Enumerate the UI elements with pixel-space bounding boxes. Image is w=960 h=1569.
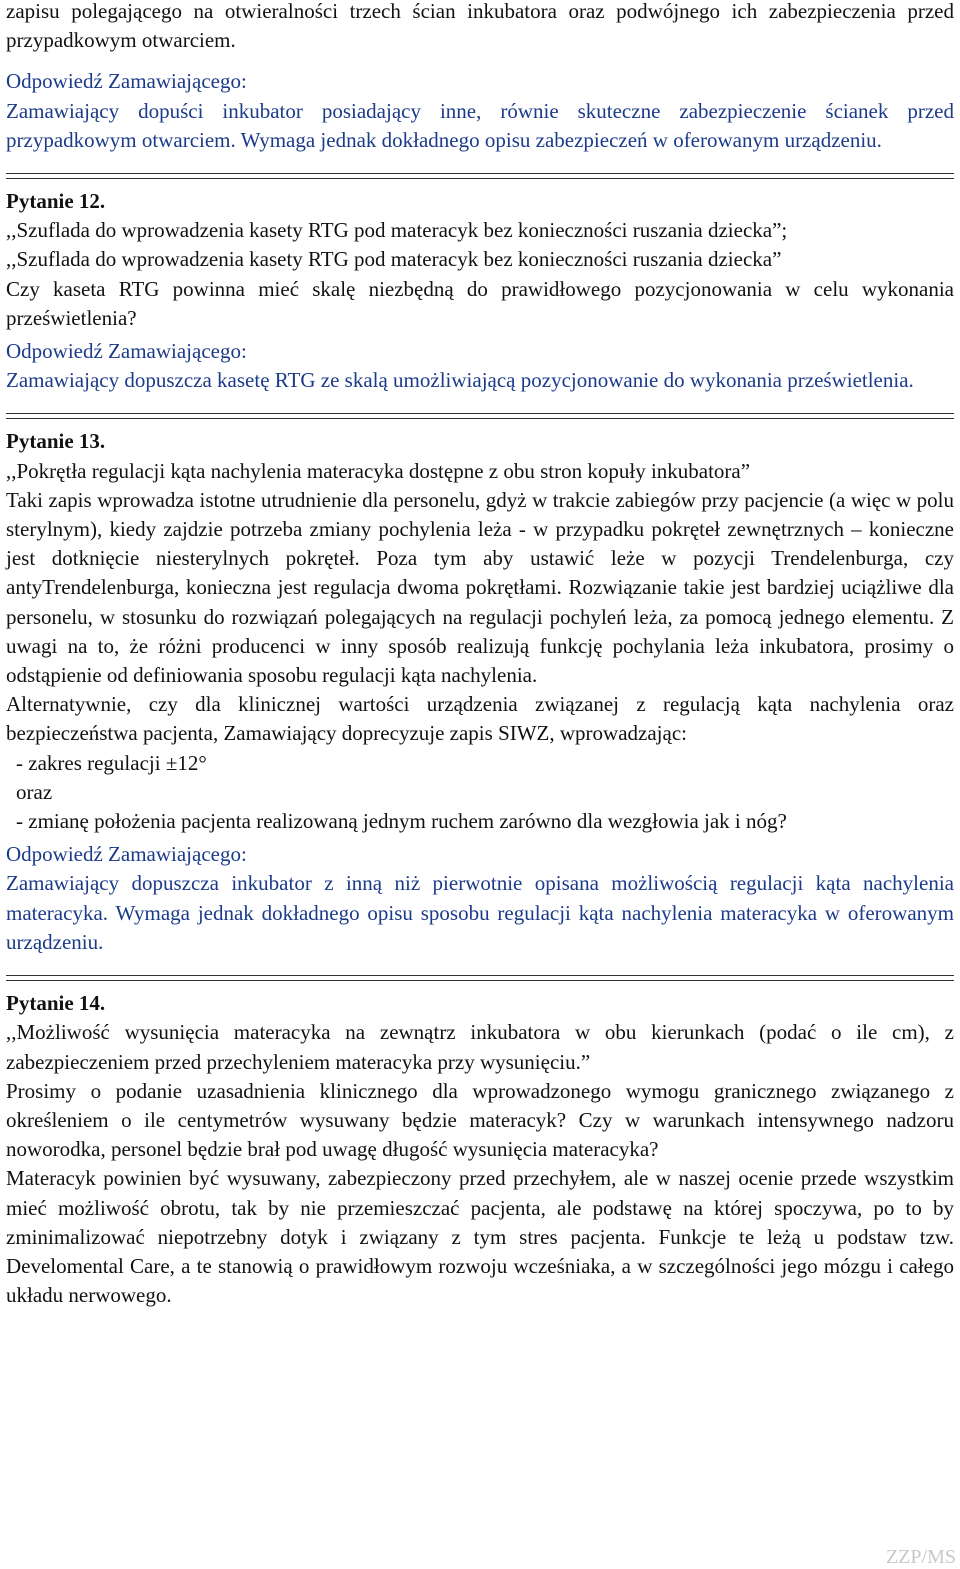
question-14-title: Pytanie 14. — [6, 991, 106, 1016]
answer-heading-intro: Odpowiedź Zamawiającego: — [6, 69, 247, 94]
question-12-quote-2: ,,Szuflada do wprowadzenia kasety RTG pod materacyk bez konieczności ruszania dziecka” — [6, 247, 782, 272]
question-12-quote-1: ,,Szuflada do wprowadzenia kasety RTG pod materacyk bez konieczności ruszania dziecka”; — [6, 218, 788, 243]
question-12-title: Pytanie 12. — [6, 189, 106, 214]
footer-watermark: ZZP/MS — [885, 1546, 956, 1568]
question-13-paragraph-2: Alternatywnie, czy dla klinicznej wartości urządzenia związanej z regulacją kąta nachylenia oraz bezpieczeństwa pacjenta, Zamawiający doprecyzuje zapis SIWZ, wprowadzając: — [6, 692, 954, 746]
document-page — [6, 0, 954, 1310]
intro-paragraph: zapisu polegającego na otwieralności trzech ścian inkubatora oraz podwójnego ich zabezpieczenia przed przypadkowym otwarciem. — [6, 0, 954, 53]
spacer — [6, 55, 954, 67]
question-14-paragraph-1: Prosimy o podanie uzasadnienia klinicznego dla wprowadzonego wymogu granicznego związanego z określeniem o ile centymetrów wysuwany będzie materacyk? Czy w warunkach intensywnego nadzoru noworodka, personel będzie brał pod uwagę długość wysunięcia materacyka? — [6, 1078, 954, 1162]
section-separator — [6, 975, 954, 981]
answer-heading-12: Odpowiedź Zamawiającego: — [6, 339, 247, 364]
answer-text-13: Zamawiający dopuszcza inkubator z inną niż pierwotnie opisana możliwością regulacji kąta nachylenia materacyka. Wymaga jednak dokładnego opisu sposobu regulacji kąta nachylenia materacyka w oferowanym urządzeniu. — [6, 871, 954, 954]
question-13-title: Pytanie 13. — [6, 429, 106, 454]
answer-text-intro: Zamawiający dopuści inkubator posiadający inne, równie skuteczne zabezpieczenie ścianek przed przypadkowym otwarciem. Wymaga jednak dokładnego opisu zabezpieczeń w oferowanym urządzeniu. — [6, 98, 954, 152]
answer-text-12: Zamawiający dopuszcza kasetę RTG ze skalą umożliwiającą pozycjonowanie do wykonania prześwietlenia. — [6, 368, 914, 393]
question-12-text: Czy kaseta RTG powinna mieć skalę niezbędną do prawidłowego pozycjonowania w celu wykonania prześwietlenia? — [6, 276, 954, 330]
section-separator — [6, 173, 954, 179]
answer-heading-13: Odpowiedź Zamawiającego: — [6, 842, 247, 867]
section-separator — [6, 413, 954, 419]
question-13-quote: ,,Pokrętła regulacji kąta nachylenia materacyka dostępne z obu stron kopuły inkubatora” — [6, 458, 751, 483]
question-13-item-1: - zakres regulacji ±12° — [16, 750, 207, 775]
question-14-quote: ,,Możliwość wysunięcia materacyka na zewnątrz inkubatora w obu kierunkach (podać o ile cm), z zabezpieczeniem przed przechyleniem materacyka przy wysunięciu.” — [6, 1020, 954, 1074]
question-13-paragraph-1: Taki zapis wprowadza istotne utrudnienie dla personelu, gdyż w trakcie zabiegów przy pacjencie (a więc w polu sterylnym), kiedy zajdzie potrzeba zmiany pochylenia leża - w przypadku pokręteł zewnętrznych – konieczne jest dotknięcie niesterylnych pokręteł. Poza tym aby ustawić leże w pozycji Trendelenburga, czy antyTrendelenburga, konieczna jest regulacja dwoma pokrętłami. Rozwiązanie takie jest bardziej uciążliwe dla personelu, w stosunku do rozwiązań polegających na regulacji pochyleń leża, za pomocą jednego elementu. Z uwagi na to, że różni producenci w inny sposób realizują funkcję pochylania leża inkubatora, prosimy o odstąpienie od definiowania sposobu regulacji kąta nachylenia. — [6, 487, 954, 688]
question-13-item-or: oraz — [16, 779, 53, 804]
question-13-item-2: - zmianę położenia pacjenta realizowaną jednym ruchem zarówno dla wezgłowia jak i nóg? — [16, 809, 787, 834]
question-14-paragraph-2: Materacyk powinien być wysuwany, zabezpieczony przed przechyłem, ale w naszej ocenie przede wszystkim mieć możliwość obrotu, tak by nie przemieszczać pacjenta, ale podstawę na której spoczywa, po to by zminimalizować niepotrzebny dotyk i związany z tym stres pacjenta. Funkcje te leżą u podstaw tzw. Develomental Care, a te stanowią o prawidłowym rozwoju wcześniaka, a w szczególności jego mózgu i całego układu nerwowego. — [6, 1166, 954, 1308]
